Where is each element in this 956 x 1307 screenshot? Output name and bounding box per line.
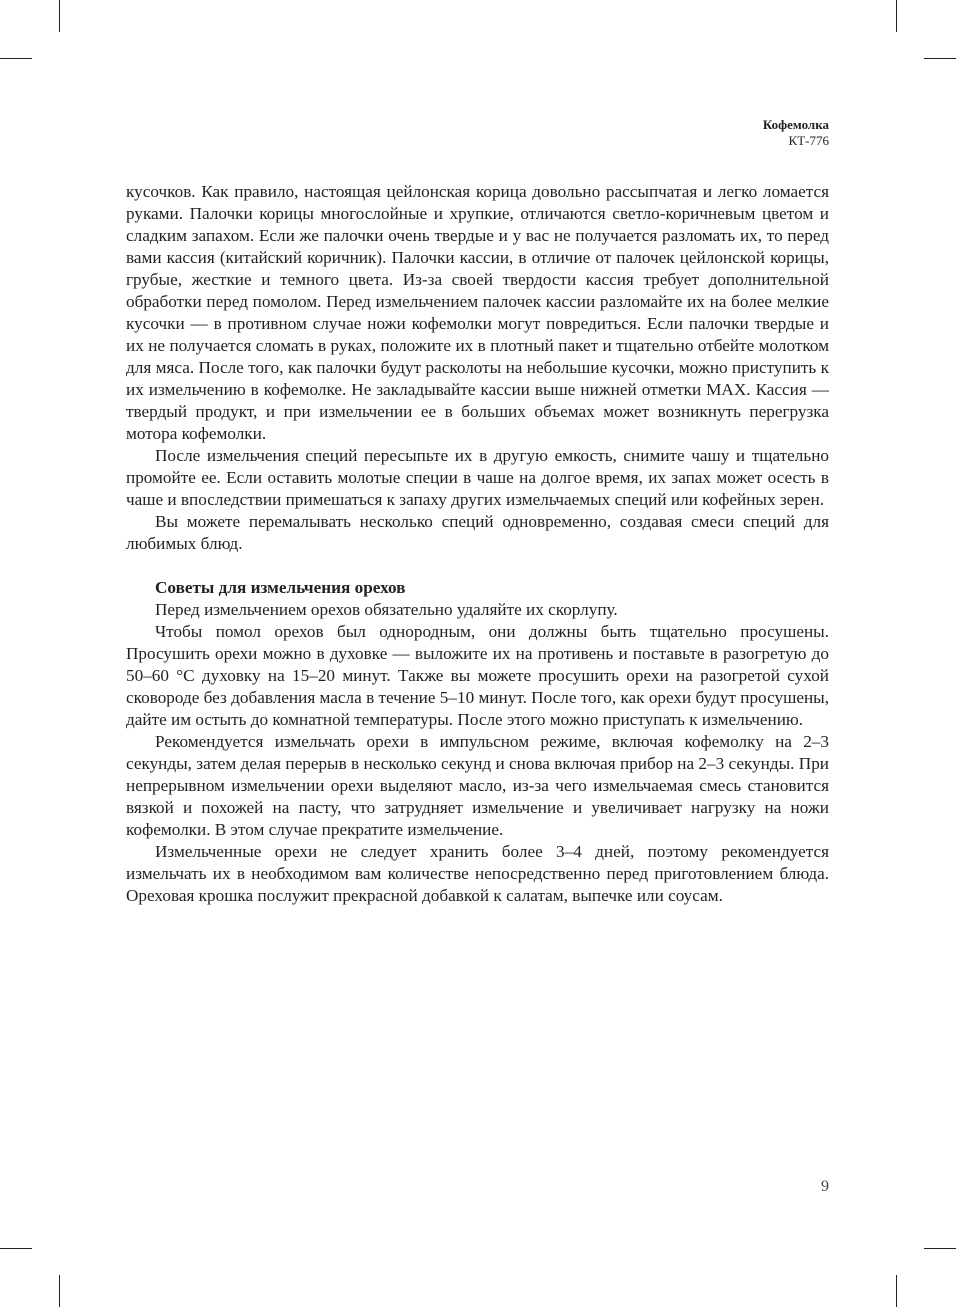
body-text	[126, 181, 829, 907]
crop-mark-bottom-right-vertical	[896, 1275, 897, 1307]
crop-mark-bottom-left-vertical	[59, 1275, 60, 1307]
paragraph: После измельчения специй пересыпьте их в другую емкость, снимите чашу и тщательно промойте ее. Если оставить молотые специи в чаше на долгое время, их запах может осесть в чаше и впоследствии примешаться к запаху других измельчаемых специй или кофейных зерен.	[126, 446, 829, 509]
section-heading: Советы для измельчения орехов	[155, 578, 406, 597]
paragraph: Измельченные орехи не следует хранить более 3–4 дней, поэтому рекомендуется измельчать их в необходимом вам количестве непосредственно перед приготовлением блюда. Ореховая крошка послужит прекрасной добавкой к салатам, выпечке или соусам.	[126, 842, 829, 905]
section-spacer	[126, 555, 829, 577]
running-header	[763, 117, 829, 149]
paragraph: Чтобы помол орехов был однородным, они должны быть тщательно просушены. Просушить орехи можно в духовке — выложите их на противень и поставьте в разогретую до 50–60 °C духовку на 15–20 минут. Также вы можете просушить орехи на разогретой сухой сковороде без добавления масла в течение 5–10 минут. После того, как орехи будут просушены, дайте им остыть до комнатной температуры. После этого можно приступать к измельчению.	[126, 622, 829, 729]
crop-mark-top-right-vertical	[896, 0, 897, 32]
paragraph: Рекомендуется измельчать орехи в импульсном режиме, включая кофемолку на 2–3 секунды, затем делая перерыв в несколько секунд и снова включая прибор на 2–3 секунды. При непрерывном измельчении орехи выделяют масло, из-за чего измельчаемая смесь становится вязкой и похожей на пасту, что затрудняет измельчение и увеличивает нагрузку на ножи кофемолки. В этом случае прекратите измельчение.	[126, 732, 829, 839]
page-number: 9	[821, 1178, 829, 1195]
crop-mark-top-left-horizontal	[0, 58, 32, 59]
crop-mark-bottom-left-horizontal	[0, 1248, 32, 1249]
crop-mark-bottom-right-horizontal	[924, 1248, 956, 1249]
crop-mark-top-left-vertical	[59, 0, 60, 32]
paragraph: Перед измельчением орехов обязательно удаляйте их скорлупу.	[155, 600, 618, 619]
header-product-name: Кофемолка	[762, 117, 829, 132]
paragraph: Вы можете перемалывать несколько специй одновременно, создавая смеси специй для любимых блюд.	[126, 512, 829, 553]
crop-mark-top-right-horizontal	[924, 58, 956, 59]
paragraph-continuation: кусочков. Как правило, настоящая цейлонская корица довольно рассыпчатая и легко ломается руками. Палочки корицы многослойные и хрупкие, отличаются светло-коричневым цветом и сладким запахом. Если же палочки очень твердые и у вас не получается разломать их, то перед вами кассия (китайский коричник). Палочки кассии, в отличие от палочек цейлонской корицы, грубые, жесткие и темного цвета. Из-за своей твердости кассия требует дополнительной обработки перед помолом. Перед измельчением палочек кассии разломайте их на более мелкие кусочки — в противном случае ножи кофемолки могут повредиться. Если палочки твердые и их не получается сломать в руках, положите их в плотный пакет и тщательно отбейте молотком для мяса. После того, как палочки будут расколоты на небольшие кусочки, можно приступить к их измельчению в кофемолке. Не закладывайте кассии выше нижней отметки MAX. Кассия — твердый продукт, и при измельчении ее в больших объемах может возникнуть перегрузка мотора кофемолки.	[126, 182, 829, 443]
header-model: КТ-776	[788, 133, 829, 148]
